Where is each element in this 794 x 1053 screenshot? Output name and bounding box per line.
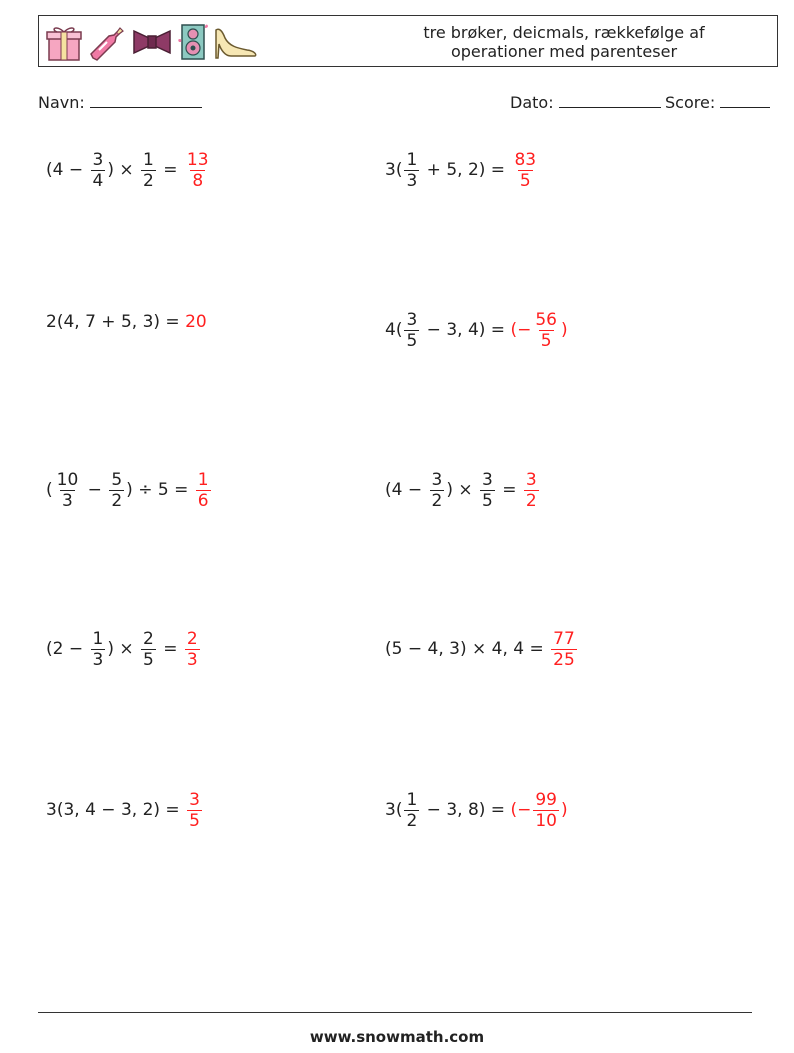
numerator: 1 — [197, 469, 209, 490]
denominator: 8 — [192, 170, 204, 191]
date-blank[interactable] — [559, 93, 661, 108]
answer-text: ) — [561, 320, 568, 340]
numerator: 3 — [431, 469, 443, 490]
denominator: 2 — [111, 490, 123, 511]
expression-text: (2 − — [46, 639, 89, 659]
denominator: 4 — [92, 170, 104, 191]
numerator: 1 — [406, 149, 418, 170]
answer — [185, 312, 207, 332]
denominator: 2 — [431, 490, 443, 511]
numerator: 99 — [535, 789, 557, 810]
worksheet-title — [399, 23, 729, 61]
answer-fraction — [512, 150, 538, 191]
expression-text: 3( — [385, 800, 403, 820]
denominator: 5 — [482, 490, 493, 511]
denominator: 25 — [553, 649, 575, 670]
denominator: 6 — [197, 490, 209, 511]
answer — [549, 629, 579, 670]
denominator: 2 — [143, 170, 154, 191]
answer-fraction — [185, 150, 211, 191]
fraction — [109, 470, 124, 511]
denominator: 3 — [92, 649, 104, 670]
footer-url[interactable]: www.snowmath.com — [309, 1028, 485, 1046]
problem-10 — [385, 780, 568, 840]
date-label: Dato: — [510, 93, 554, 112]
answer — [183, 629, 202, 670]
footer-divider — [38, 1012, 752, 1013]
denominator: 2 — [406, 810, 418, 831]
numerator: 3 — [406, 309, 418, 330]
fraction — [430, 470, 445, 511]
numerator: 3 — [525, 469, 537, 490]
answer — [510, 150, 540, 191]
fraction — [404, 150, 419, 191]
problem-1 — [46, 140, 213, 200]
expression — [46, 312, 185, 332]
expression-text: 3( — [385, 160, 403, 180]
expression — [46, 470, 194, 511]
denominator: 5 — [143, 649, 154, 670]
answer-text: (− — [510, 800, 532, 820]
answer-text: ) — [561, 800, 568, 820]
denominator: 3 — [62, 490, 73, 511]
header-icons — [45, 20, 259, 64]
expression-text: ) × — [107, 160, 140, 180]
title-line-1: tre brøker, deicmals, rækkefølge af — [423, 23, 705, 42]
numerator: 10 — [56, 469, 79, 490]
answer — [183, 150, 213, 191]
numerator: 83 — [514, 149, 537, 170]
denominator: 5 — [519, 170, 531, 191]
fraction — [141, 150, 156, 191]
answer-fraction — [196, 470, 211, 511]
expression — [46, 800, 185, 820]
numerator: 3 — [92, 149, 104, 170]
numerator: 2 — [143, 628, 154, 649]
denominator: 2 — [525, 490, 537, 511]
fraction — [480, 470, 495, 511]
numerator: 1 — [92, 628, 104, 649]
answer-fraction — [185, 629, 200, 670]
fraction — [91, 629, 106, 670]
answer-text: 20 — [185, 312, 207, 332]
denominator: 5 — [406, 330, 418, 351]
numerator: 3 — [482, 469, 493, 490]
answer-fraction — [533, 310, 559, 351]
score-label: Score: — [665, 93, 716, 112]
gift-icon — [45, 22, 83, 62]
expression-text: + 5, 2) = — [421, 160, 511, 180]
expression-text: ) × — [107, 639, 140, 659]
expression-text: (4 − — [385, 480, 428, 500]
denominator: 3 — [406, 170, 418, 191]
expression-text: ) ÷ 5 = — [126, 480, 194, 500]
speaker-icon — [177, 22, 209, 62]
champagne-bottle-icon — [87, 22, 127, 62]
expression-text: 3(3, 4 − 3, 2) = — [46, 800, 186, 820]
problem-8 — [385, 619, 579, 679]
expression — [385, 310, 510, 351]
denominator: 10 — [535, 810, 557, 831]
expression-text: − 3, 4) = — [421, 320, 511, 340]
score-blank[interactable] — [720, 93, 770, 108]
denominator: 5 — [540, 330, 552, 351]
high-heel-shoe-icon — [213, 22, 259, 62]
expression-text: ) × — [446, 480, 479, 500]
answer — [510, 790, 567, 831]
expression — [385, 790, 510, 831]
answer-text: (− — [510, 320, 532, 340]
answer — [522, 470, 541, 511]
expression-text: = — [157, 160, 183, 180]
problem-2 — [385, 140, 540, 200]
problem-7 — [46, 619, 202, 679]
numerator: 13 — [186, 149, 209, 170]
answer — [510, 310, 567, 351]
fraction — [55, 470, 81, 511]
numerator: 1 — [406, 789, 418, 810]
expression — [385, 150, 510, 191]
title-line-2: operationer med parenteser — [450, 42, 678, 61]
expression — [385, 470, 522, 511]
problem-6 — [385, 460, 541, 520]
denominator: 3 — [186, 649, 198, 670]
date-field — [510, 93, 661, 112]
expression — [46, 629, 183, 670]
fraction — [404, 310, 419, 351]
expression-text: 4( — [385, 320, 403, 340]
problem-4 — [385, 300, 568, 360]
numerator: 56 — [535, 309, 557, 330]
worksheet-header — [38, 15, 778, 67]
expression-text: ( — [46, 480, 53, 500]
name-blank[interactable] — [90, 93, 202, 108]
problem-9 — [46, 780, 204, 840]
answer — [185, 790, 204, 831]
answer-fraction — [524, 470, 539, 511]
denominator: 5 — [189, 810, 200, 831]
numerator: 3 — [189, 789, 200, 810]
expression — [385, 639, 549, 659]
expression-text: = — [157, 639, 183, 659]
name-label: Navn: — [38, 93, 85, 112]
problem-5 — [46, 460, 213, 520]
answer-fraction — [533, 790, 559, 831]
expression — [46, 150, 183, 191]
expression-text: − — [82, 480, 108, 500]
bow-tie-icon — [131, 22, 173, 62]
numerator: 77 — [553, 628, 575, 649]
fraction — [141, 629, 156, 670]
problem-3 — [46, 292, 207, 352]
expression-text: − 3, 8) = — [421, 800, 511, 820]
expression-text: (4 − — [46, 160, 89, 180]
expression-text: = — [496, 480, 522, 500]
answer — [194, 470, 213, 511]
answer-fraction — [551, 629, 577, 670]
answer-fraction — [187, 790, 202, 831]
numerator: 2 — [186, 628, 198, 649]
fraction — [404, 790, 419, 831]
expression-text: (5 − 4, 3) × 4, 4 = — [385, 639, 550, 659]
fraction — [91, 150, 106, 191]
numerator: 5 — [111, 469, 123, 490]
numerator: 1 — [143, 149, 154, 170]
expression-text: 2(4, 7 + 5, 3) = — [46, 312, 186, 332]
name-field — [38, 93, 202, 112]
score-field — [665, 93, 770, 112]
